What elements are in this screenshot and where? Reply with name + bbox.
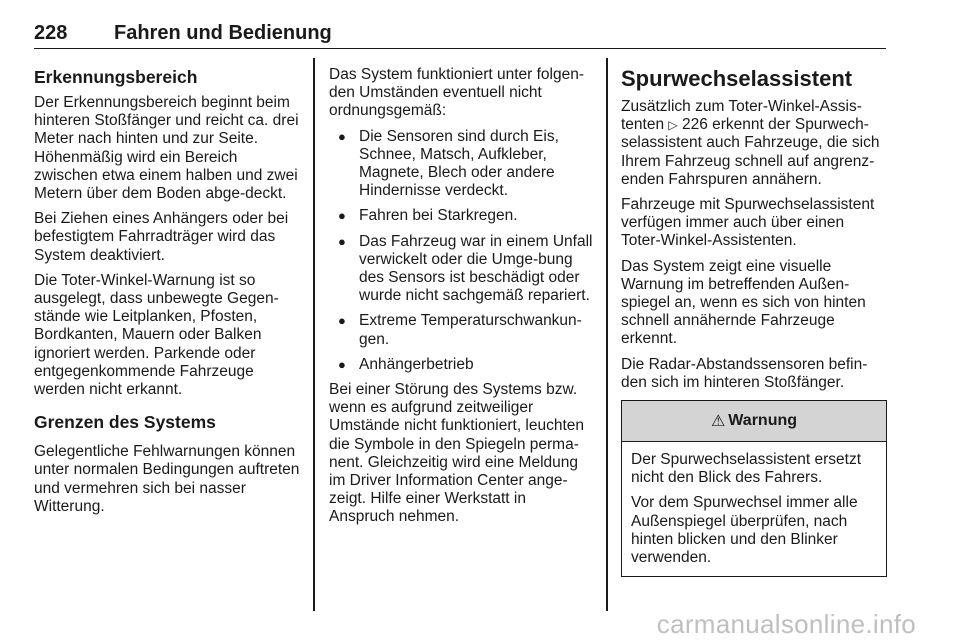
paragraph: Bei Ziehen eines Anhängers oder bei befestigtem Fahrradträger wird das System deaktiviert. [34,210,289,264]
warning-box [621,400,887,577]
bullet-icon: ● [338,128,346,144]
paragraph: Vor dem Spurwechsel immer alle Außenspiegel überprüfen, nach hinten blicken und den Blinker verwenden. [631,494,858,567]
list-item: ● Das Fahrzeug war in einem Unfall verwickelt oder die Umge-bung des Sensors ist beschädigt oder wurde nicht sachgemäß repariert. [338,232,593,305]
paragraph: Der Spurwechselassistent ersetzt nicht den Blick des Fahrers. [631,451,862,487]
list-item: ● Extreme Temperaturschwankun-gen. [338,312,582,348]
list-item: ● Anhängerbetrieb [338,355,474,373]
running-title: Fahren und Bedienung [114,22,332,44]
bullet-icon: ● [338,208,346,224]
paragraph: Das System zeigt eine visuelle Warnung im betreffenden Außen-spiegel an, wenn es sich von hinten schnell annähernde Fahrzeuge erkennt. [621,257,866,348]
list-item: ● Fahren bei Starkregen. [338,207,518,225]
warning-icon: ⚠ [710,413,726,431]
paragraph: Fahrzeuge mit Spurwechselassistent verfügen immer auch über einen Toter-Winkel-Assistenten. [621,196,875,250]
column-3 [621,66,887,577]
paragraph: Die Toter-Winkel-Warnung ist so ausgelegt, dass unbewegte Gegen-stände wie Leitplanken, Pfosten, Bordkanten, Mauern oder Balken ignoriert werden. Parkende oder entgegenkommende Fahrzeuge werden nicht erkannt. [34,271,279,399]
bullet-icon: ● [338,233,346,249]
column-2 [329,66,593,534]
watermark: carmanualsonline.info [656,609,916,639]
bullet-icon: ● [338,356,346,372]
warning-header [622,401,886,442]
paragraph: Zusätzlich zum Toter-Winkel-Assis-tenten ▷ 226 erkennt der Spurwech-selassistent auch Fahrzeuge, die sich Ihrem Fahrzeug schnell auf angrenz-enden Fahrspuren annähern. [621,98,880,188]
section-heading-spurwechselassistent: Spurwechselassistent [621,66,853,91]
column-divider [606,58,608,611]
warning-title: Warnung [728,412,798,430]
paragraph: Der Erkennungsbereich beginnt beim hinteren Stoßfänger und reicht ca. drei Meter nach hinten und zur Seite. Höhenmäßig wird ein Bereich zwischen etwa einem halben und zwei Metern über dem Boden abge-deckt. [34,94,299,203]
column-1 [34,66,300,523]
section-heading-grenzen: Grenzen des Systems [34,412,216,433]
page-number: 228 [34,22,68,44]
column-divider [313,58,315,611]
paragraph: Bei einer Störung des Systems bzw. wenn es aufgrund zeitweiliger Umstände nicht funktioniert, leuchten die Symbole in den Spiegeln perma-nent. Gleichzeitig wird eine Meldung im Driver Information Center ange-zeigt. Hilfe einer Werkstatt in Anspruch nehmen. [329,381,585,526]
paragraph: Das System funktioniert unter folgen-den Umständen eventuell nicht ordnungsgemäß: [329,66,585,120]
section-heading-erkennungsbereich: Erkennungsbereich [34,67,198,87]
bullet-icon: ● [338,313,346,329]
bullet-list [329,128,593,374]
page-reference-icon: ▷ [668,118,678,133]
page-header [34,22,886,49]
paragraph: Gelegentliche Fehlwarnungen können unter normalen Bedingungen auftreten und vermehren sich bei nasser Witterung. [34,443,300,515]
warning-body [622,442,886,576]
paragraph: Die Radar-Abstandssensoren befin-den sich im hinteren Stoßfänger. [621,355,868,391]
list-item: ● Die Sensoren sind durch Eis, Schnee, Matsch, Aufkleber, Magnete, Blech oder andere Hindernisse verdeckt. [338,127,559,200]
page-reference[interactable]: 226 [681,116,708,134]
